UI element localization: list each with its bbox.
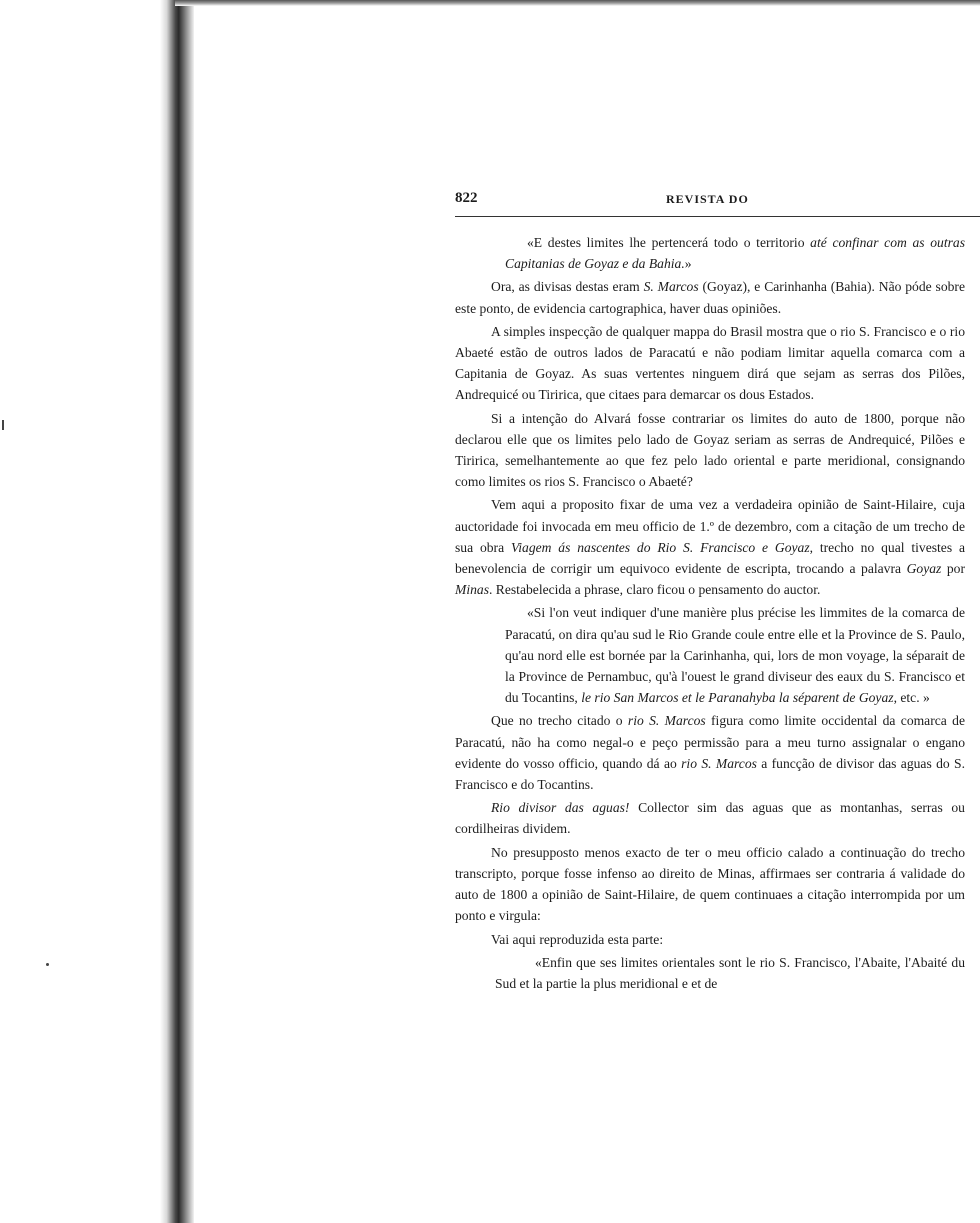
- italic-text: Viagem ás nascentes do Rio S. Francisco e Goyaz: [510, 539, 810, 555]
- italic-text: S. Marcos: [643, 279, 699, 295]
- scan-speck: [46, 963, 49, 966]
- text-segment: a funcção de divisor das aguas do S. Francisco e do Tocantins.: [455, 755, 965, 793]
- paragraph-p3: [455, 321, 965, 406]
- text-segment: »: [684, 256, 692, 272]
- text-segment: (Goyaz), e Carinhanha (Bahia). Não póde sobre este ponto, de evidencia cartographica, haver duas opiniões.: [455, 279, 965, 316]
- text-segment: «Enfin que ses limites orientales sont le rio S. Francisco, l'Abaite, l'Abaité du Sud et la partie la plus meridional e et de: [495, 954, 965, 991]
- text-segment: Si a intenção do Alvará fosse contrariar os limites do auto de 1800, porque não declarou elle que os limites pelo lado de Goyaz seriam as serras de Andrequicé, Pilões e Tiririca, semelhantemente ao que fez pelo lado oriental e parte meridional, consignando como limites os rios S. Francisco o Abaeté?: [455, 410, 965, 490]
- page-top-edge: [175, 0, 980, 6]
- text-segment: , etc. »: [893, 690, 930, 706]
- paragraph-p10: [455, 929, 965, 950]
- text-segment: No presupposto menos exacto de ter o meu officio calado a continuação do trecho transcripto, porque fosse infenso ao direito de Minas, affirmaes ser contraria á validade do auto de 1800 a opinião de Saint-Hilaire, de quem continuaes a citação interrompida por um ponto e virgula:: [455, 844, 965, 924]
- text-segment: Collector sim das aguas que as montanhas, serras ou cordilheiras dividem.: [455, 800, 965, 837]
- italic-text: Goyaz: [906, 561, 942, 577]
- paragraph-p6: [505, 602, 965, 708]
- text-segment: por: [941, 561, 965, 577]
- text-segment: Ora, as divisas destas eram: [491, 279, 644, 295]
- text-segment: . Restabelecida a phrase, claro ficou o pensamento do auctor.: [488, 582, 821, 598]
- italic-text: até confinar com as outras Capitanias de Goyaz e da Bahia.: [505, 235, 966, 272]
- page-margin: [0, 0, 168, 1223]
- page-number: 822: [455, 190, 478, 206]
- paragraph-p9: [455, 842, 965, 927]
- italic-text: rio S. Marcos: [681, 755, 757, 771]
- text-segment: figura como limite occidental da comarca de Paracatú, não ha como negal-o e peço permissão para a meu turno assignalar o engano evidente do vosso officio, quando dá ao: [455, 713, 965, 771]
- book-gutter: [160, 0, 194, 1223]
- text-segment: , trecho no qual tivestes a benevolencia de corrigir um equivoco evidente de escripta, trocando a palavra: [455, 539, 965, 577]
- paragraph-p5: [455, 494, 965, 600]
- body-text: [455, 232, 965, 996]
- paragraph-p2: [455, 276, 965, 318]
- text-segment: Vem aqui a proposito fixar de uma vez a verdadeira opinião de Saint-Hilaire, cuja auctoridade foi invocada em meu officio de 1.º de dezembro, com a citação de um trecho de sua obra: [455, 497, 965, 555]
- text-segment: A simples inspecção de qualquer mappa do Brasil mostra que o rio S. Francisco e o rio Abaeté estão de outros lados de Paracatú e não podiam limitar aquella comarca com a Capitania de Goyaz. As suas vertentes ninguem dirá que sejam as serras dos Pilões, Andrequicé ou Tiririca, que citaes para demarcar os dous Estados.: [455, 323, 965, 403]
- italic-text: le rio San Marcos et le Paranahyba la séparent de Goyaz: [581, 690, 894, 706]
- paragraph-p1: [505, 232, 965, 274]
- text-segment: «Si l'on veut indiquer d'une manière plus précise les limmites de la comarca de Paracatú, on dira qu'au sud le Rio Grande coule entre elle et la Province de S. Paulo, qu'au nord elle est bornée par la Carinhanha, qui, lors de mon voyage, la séparait de la Province de Pernambuc, qu'à l'ouest le grand diviseur des eaux du S. Francisco et du Tocantins,: [505, 605, 965, 706]
- paragraph-p7: [455, 710, 965, 795]
- text-segment: «E destes limites lhe pertencerá todo o territorio: [527, 235, 811, 250]
- paragraph-p4: [455, 408, 965, 493]
- italic-text: Rio divisor das aguas!: [491, 800, 630, 816]
- header-rule: [455, 216, 980, 217]
- paragraph-p8: [455, 797, 965, 839]
- scan-speck: [2, 420, 4, 430]
- text-segment: Vai aqui reproduzida esta parte:: [491, 931, 664, 947]
- italic-text: Minas: [455, 582, 489, 598]
- italic-text: rio S. Marcos: [627, 713, 706, 729]
- running-head: REVISTA DO: [666, 192, 749, 206]
- text-segment: Que no trecho citado o: [491, 713, 628, 729]
- paragraph-p11: [495, 952, 965, 994]
